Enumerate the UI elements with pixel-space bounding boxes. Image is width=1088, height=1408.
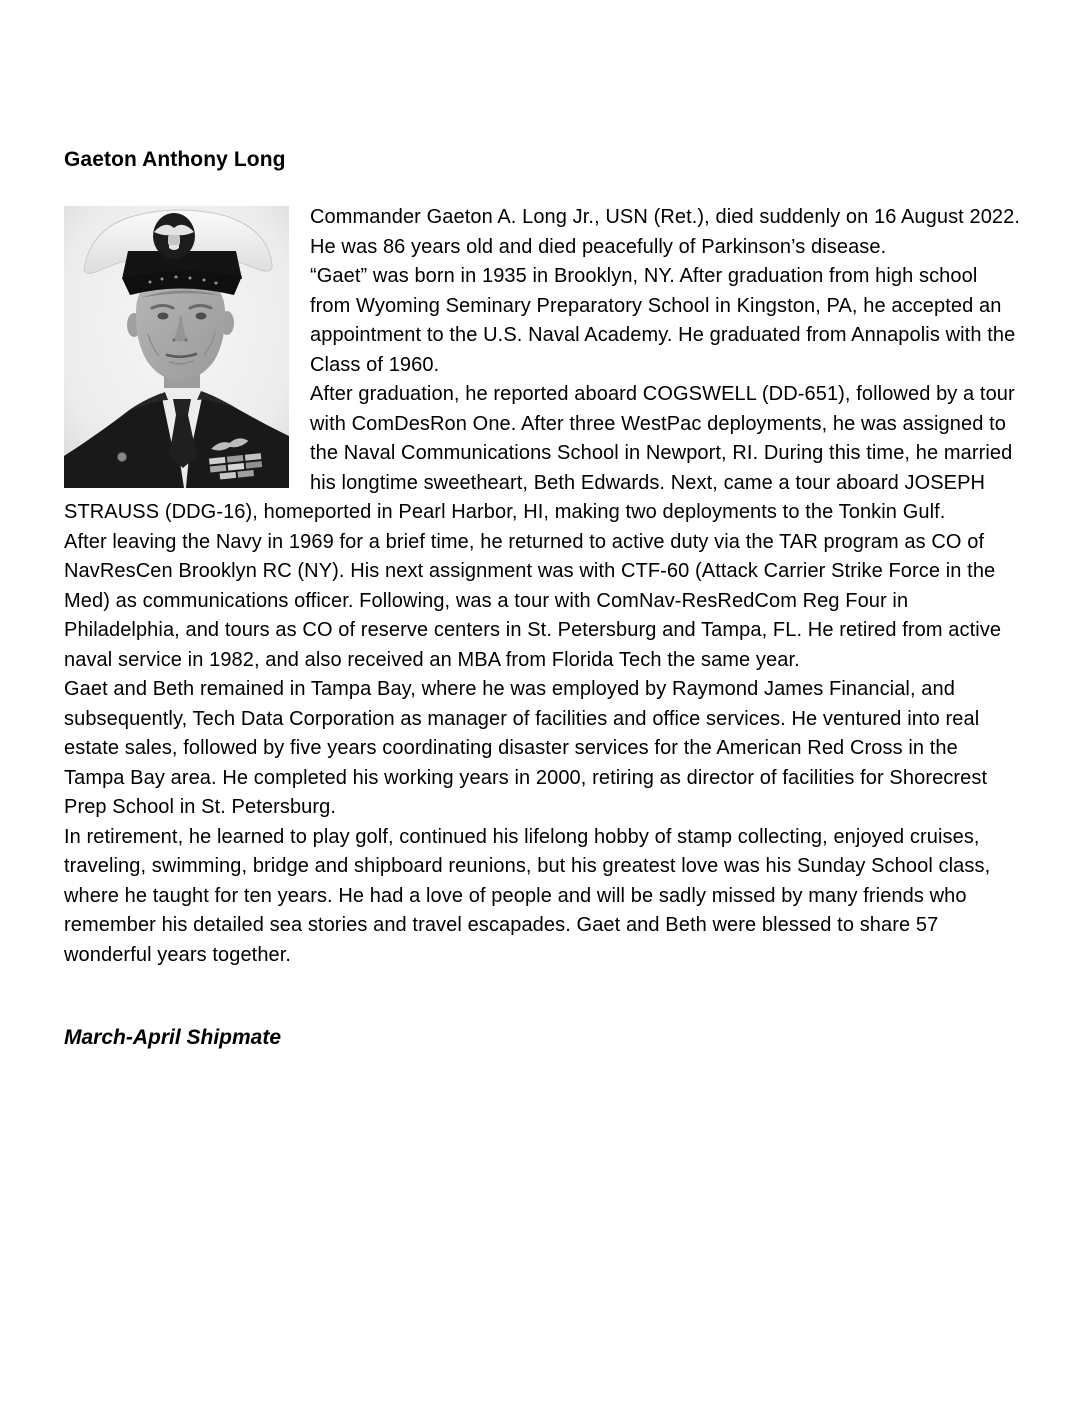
obituary-paragraph-5: Gaet and Beth remained in Tampa Bay, where he was employed by Raymond James Financial, and subsequently, Tech Data Corporation as manager of facilities and office services. He ventured into real estate sales, followed by five years coordinating disaster services for the American Red Cross in the Tampa Bay area. He completed his working years in 2000, retiring as director of facilities for Shorecrest Prep School in St. Petersburg. xyxy=(64,678,988,818)
obituary-paragraph-4: After leaving the Navy in 1969 for a brief time, he returned to active duty via the TAR program as CO of NavResCen Brooklyn RC (NY). His next assignment was with CTF-60 (Attack Carrier Strike Force in the Med) as communications officer. Following, was a tour with ComNav-ResRedCom Reg Four in Philadelphia, and tours as CO of reserve centers in St. Petersburg and Tampa, FL. He retired from active naval service in 1982, and also received an MBA from Florida Tech the same year. xyxy=(64,530,1002,671)
naval-officer-portrait-illustration xyxy=(64,206,289,488)
obituary-paragraph-6: In retirement, he learned to play golf, continued his lifelong hobby of stamp collecting, enjoyed cruises, traveling, swimming, bridge and shipboard reunions, but his greatest love was his Sunday School class, where he taught for ten years. He had a love of people and will be sadly missed by many friends who remember his detailed sea stories and travel escapades. Gaet and Beth were blessed to share 57 wonderful years together. xyxy=(64,825,991,966)
obituary-body xyxy=(64,203,1022,970)
obituary-paragraph-1: Commander Gaeton A. Long Jr., USN (Ret.), died suddenly on 16 August 2022. He was 86 years old and died peacefully of Parkinson’s disease. xyxy=(310,206,1021,258)
source-attribution: March-April Shipmate xyxy=(64,1026,282,1049)
page-title: Gaeton Anthony Long xyxy=(64,148,286,171)
obituary-paragraph-2: “Gaet” was born in 1935 in Brooklyn, NY. After graduation from high school from Wyoming Seminary Preparatory School in Kingston, PA, he accepted an appointment to the U.S. Naval Academy. He graduated from Annapolis with the Class of 1960. xyxy=(310,265,1016,376)
portrait-photo xyxy=(64,206,289,488)
obituary-paragraph-3: After graduation, he reported aboard COGSWELL (DD-651), followed by a tour with ComDesRon One. After three WestPac deployments, he was assigned to the Naval Communications School in Newport, RI. During this time, he married his longtime sweetheart, Beth Edwards. Next, came a tour aboard JOSEPH STRAUSS (DDG-16), homeported in Pearl Harbor, HI, making two deployments to the Tonkin Gulf. xyxy=(64,383,1015,523)
